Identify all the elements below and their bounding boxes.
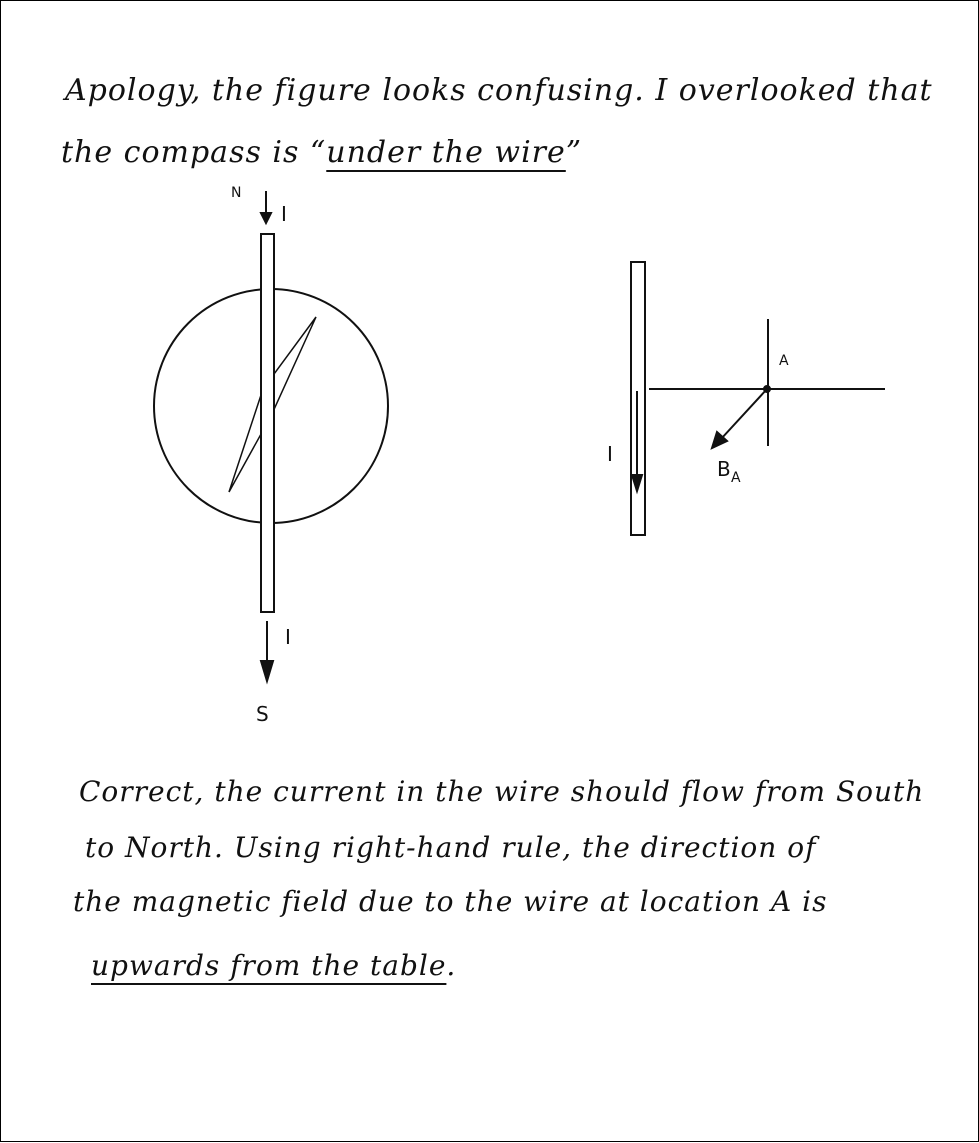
answer-phrase: upwards from the table [91,949,447,982]
explanation-line-2: to North. Using right-hand rule, the direction of [85,831,817,864]
explanation-line-1: Correct, the current in the wire should flow from South [79,775,925,808]
compass-note-suffix: ” [565,135,583,170]
compass-note-prefix: the compass is “ [61,135,327,170]
label-field-subscript: A [731,470,741,486]
label-field-b: B [717,457,731,481]
current-arrowhead-top [261,213,271,223]
explanation-line-4 [91,949,456,982]
label-north: N [231,185,242,201]
current-arrowhead-bottom [261,661,273,681]
field-vector-line [721,389,767,439]
under-the-wire-phrase: under the wire [326,135,566,170]
explanation-line-3: the magnetic field due to the wire at location A is [73,885,828,918]
answer-period: . [446,949,457,982]
label-current-right: I [607,442,613,466]
label-south: S [256,702,269,726]
compass-figure [154,191,388,681]
label-point-a: A [779,353,789,369]
label-current-top: I [281,202,287,226]
apology-line: Apology, the figure looks confusing. I overlooked that [65,73,933,108]
wire-left [261,234,274,612]
label-current-bottom: I [285,625,291,649]
field-diagram [631,262,885,535]
